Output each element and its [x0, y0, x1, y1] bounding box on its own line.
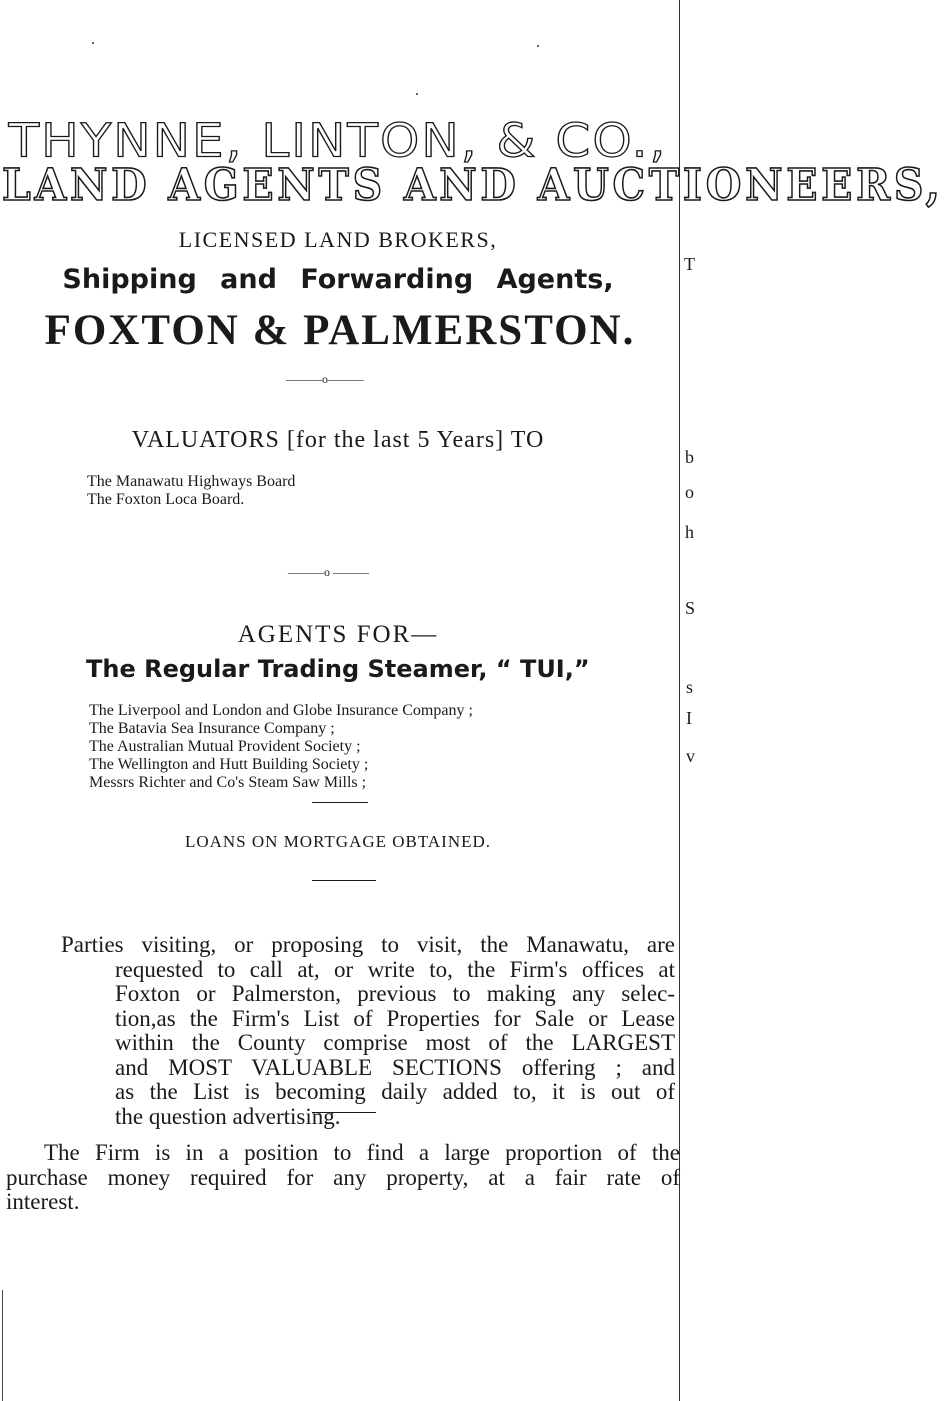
agents-heading: AGENTS FOR—: [237, 621, 439, 648]
column-rule-left: [2, 1290, 3, 1401]
valuators-heading: VALUATORS [for the last 5 Years] TO: [131, 427, 545, 453]
steamer-line: The Regular Trading Steamer, “ TUI,”: [86, 655, 590, 683]
finance-paragraph: [6, 1141, 680, 1215]
loans-notice: LOANS ON MORTGAGE OBTAINED.: [184, 832, 492, 851]
short-rule: [312, 1112, 376, 1113]
list-item: The Manawatu Highways Board: [87, 473, 296, 490]
paragraph-line: tion,as the Firm's List of Properties for Sale or Lease: [115, 1005, 675, 1031]
list-item: The Batavia Sea Insurance Company ;: [89, 720, 335, 737]
list-item: The Australian Mutual Provident Society ;: [89, 738, 361, 755]
list-item: The Foxton Loca Board.: [87, 491, 245, 508]
paragraph-line: interest.: [6, 1189, 80, 1214]
edge-fragment: S: [685, 598, 696, 618]
valuators-list: [87, 473, 295, 509]
ornament-divider: ———o ———: [288, 565, 369, 579]
print-speck: [92, 42, 94, 44]
paragraph-line: Foxton or Palmerston, previous to making any selec-: [115, 981, 675, 1006]
firm-trade: LAND AGENTS AND AUCTIONEERS,: [2, 160, 944, 211]
print-speck: [537, 45, 539, 47]
paragraph-line: the question advertising.: [115, 1103, 341, 1129]
short-rule: [312, 802, 368, 803]
paragraph-line: purchase money required for any property, at a fair rate of: [6, 1164, 680, 1190]
paragraph-line: within the County comprise most of the LARGEST: [115, 1030, 675, 1055]
paragraph-line: and MOST VALUABLE SECTIONS offering ; and: [115, 1054, 675, 1080]
firm-licensed: LICENSED LAND BROKERS,: [178, 227, 498, 252]
list-item: The Liverpool and London and Globe Insurance Company ;: [89, 702, 473, 719]
list-item: The Wellington and Hutt Building Society ;: [89, 756, 369, 773]
paragraph-line: requested to call at, or write to, the Firm's offices at: [115, 956, 675, 982]
edge-fragment: o: [685, 482, 694, 502]
agents-list: [89, 702, 473, 792]
edge-fragment: s: [686, 677, 694, 697]
ornament-divider: ———o———: [286, 372, 364, 386]
firm-name: THYNNE, LINTON, & CO.,: [8, 114, 668, 168]
paragraph-line: as the List is becoming daily added to, it is out of: [115, 1079, 675, 1104]
edge-fragment: b: [685, 447, 694, 467]
paragraph-line: The Firm is in a position to find a large proportion of the: [44, 1140, 680, 1165]
firm-shipping: Shipping and Forwarding Agents,: [62, 264, 614, 295]
firm-towns: FOXTON & PALMERSTON.: [44, 307, 636, 354]
edge-fragment: I: [686, 708, 692, 728]
paragraph-line: Parties visiting, or proposing to visit, the Manawatu, are: [61, 932, 675, 957]
edge-fragment: v: [686, 746, 695, 766]
list-item: Messrs Richter and Co's Steam Saw Mills ;: [89, 774, 367, 791]
edge-fragment: T: [684, 254, 695, 274]
visiting-paragraph: [61, 933, 675, 1129]
short-rule: [312, 880, 376, 881]
edge-fragment: h: [685, 522, 694, 542]
print-speck: [416, 93, 418, 95]
